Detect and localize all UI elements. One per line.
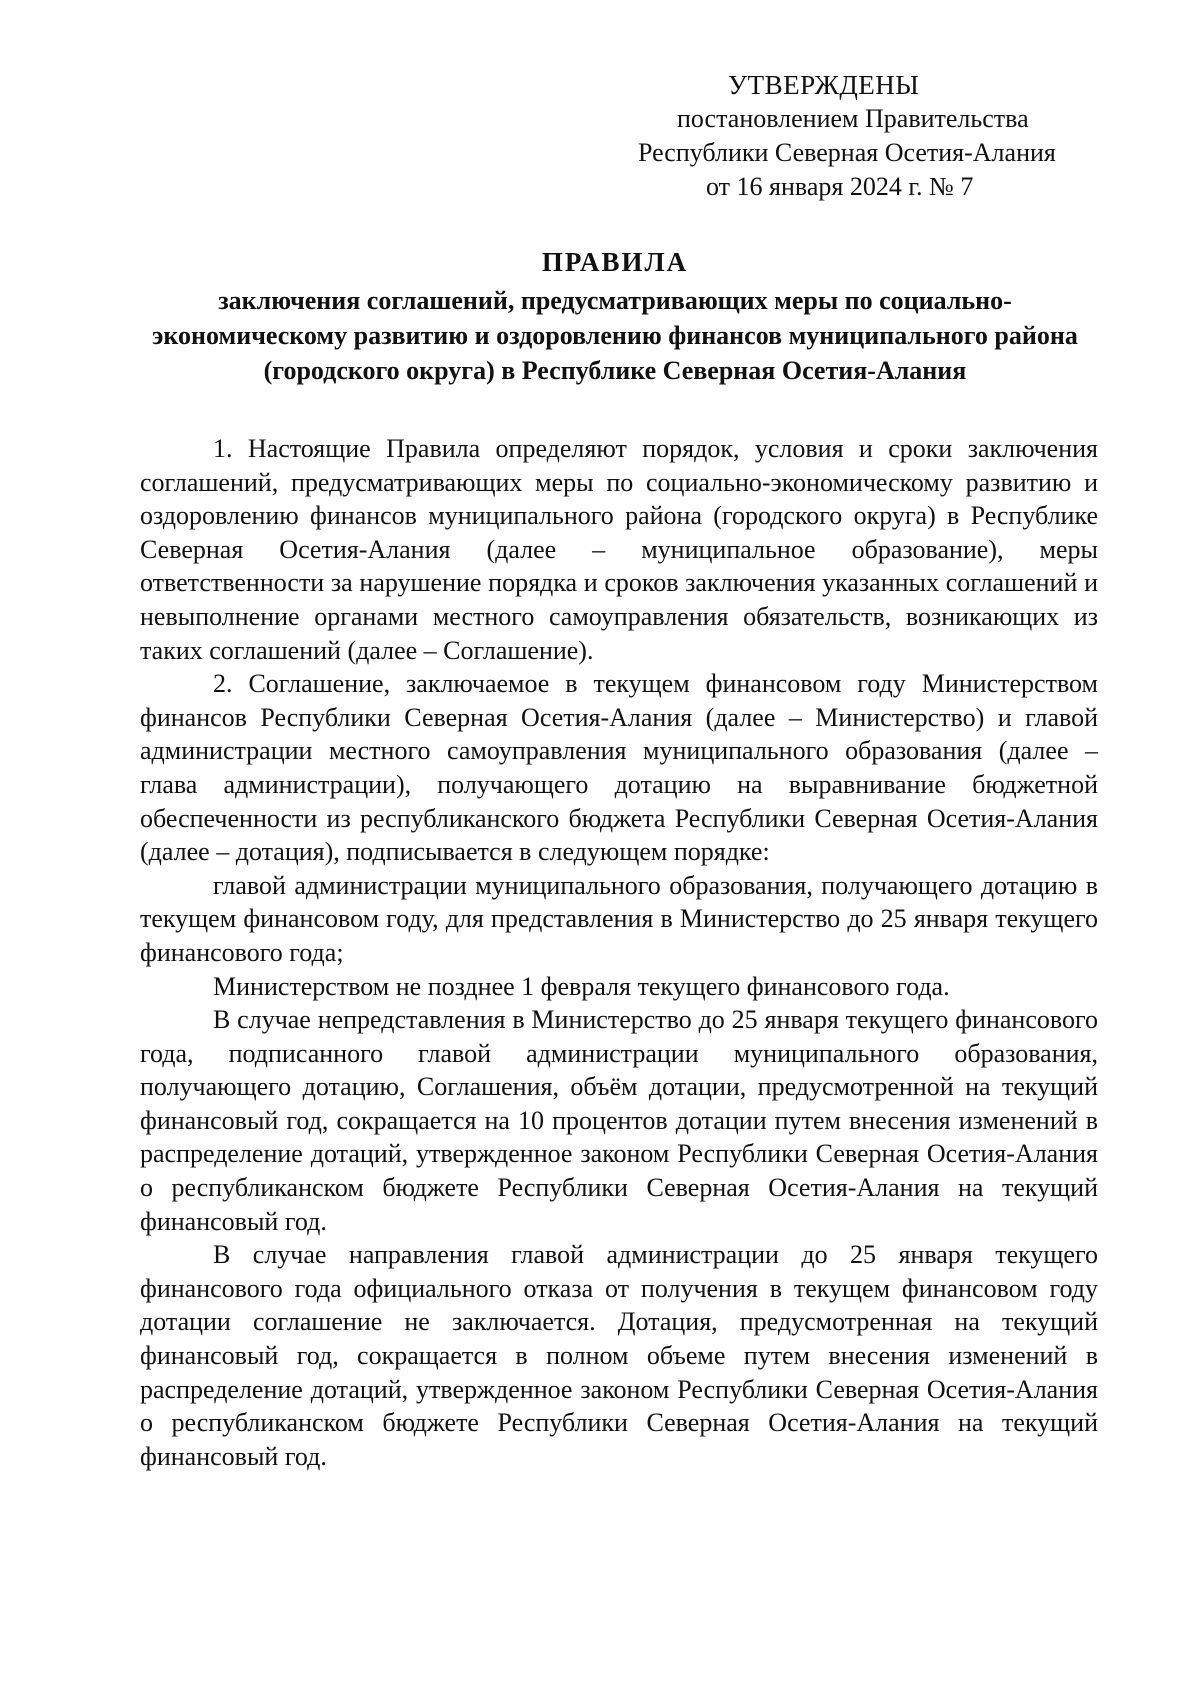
approval-line-republic: Республики Северная Осетия-Алания xyxy=(638,138,1056,167)
approval-title: УТВЕРЖДЕНЫ xyxy=(728,70,920,100)
document-title: ПРАВИЛА xyxy=(541,247,689,277)
approval-line-decree: постановлением Правительства xyxy=(677,104,1029,133)
document-subtitle: заключения соглашений, предусматривающих меры по социально-экономическому развитию и оздоровлению финансов муниципального района (городского округа) в Республике Северная Осетия-Алания xyxy=(152,286,1078,385)
paragraph-6: В случае направления главой администрации до 25 января текущего финансового года официального отказа от получения в текущем финансовом году дотации соглашение не заключается. Дотация, предусмотренная на текущий финансовый год, сокращается в полном объеме путем внесения изменений в распределение дотаций, утвержденное законом Республики Северная Осетия-Алания о республиканском бюджете Республики Северная Осетия-Алания на текущий финансовый год. xyxy=(140,1240,1098,1471)
approval-stamp-block xyxy=(600,68,1120,204)
paragraph-2: 2. Соглашение, заключаемое в текущем финансовом году Министерством финансов Республики Северная Осетия-Алания (далее – Министерство) и главой администрации местного самоуправления муниципального образования (далее – глава администрации), получающего дотацию на выравнивание бюджетной обеспеченности из республиканского бюджета Республики Северная Осетия-Алания (далее – дотация), подписывается в следующем порядке: xyxy=(140,669,1098,867)
document-heading xyxy=(0,245,1200,388)
paragraph-4: Министерством не позднее 1 февраля текущего финансового года. xyxy=(213,971,950,1001)
paragraph-3: главой администрации муниципального образования, получающего дотацию в текущем финансовом году, для представления в Министерство до 25 января текущего финансового года; xyxy=(140,870,1098,967)
paragraph-1: 1. Настоящие Правила определяют порядок, условия и сроки заключения соглашений, предусматривающих меры по социально-экономическому развитию и оздоровлению финансов муниципального района (городского округа) в Республике Северная Осетия-Алания (далее – муниципальное образование), меры ответственности за нарушение порядка и сроков заключения указанных соглашений и невыполнение органами местного самоуправления обязательств, возникающих из таких соглашений (далее – Соглашение). xyxy=(140,434,1098,665)
document-body xyxy=(140,432,1098,1473)
paragraph-5: В случае непредставления в Министерство до 25 января текущего финансового года, подписанного главой администрации муниципального образования, получающего дотацию, Соглашения, объём дотации, предусмотренной на текущий финансовый год, сокращается на 10 процентов дотации путем внесения изменений в распределение дотаций, утвержденное законом Республики Северная Осетия-Алания о республиканском бюджете Республики Северная Осетия-Алания на текущий финансовый год. xyxy=(140,1005,1098,1236)
approval-line-date-number: от 16 января 2024 г. № 7 xyxy=(706,172,974,201)
